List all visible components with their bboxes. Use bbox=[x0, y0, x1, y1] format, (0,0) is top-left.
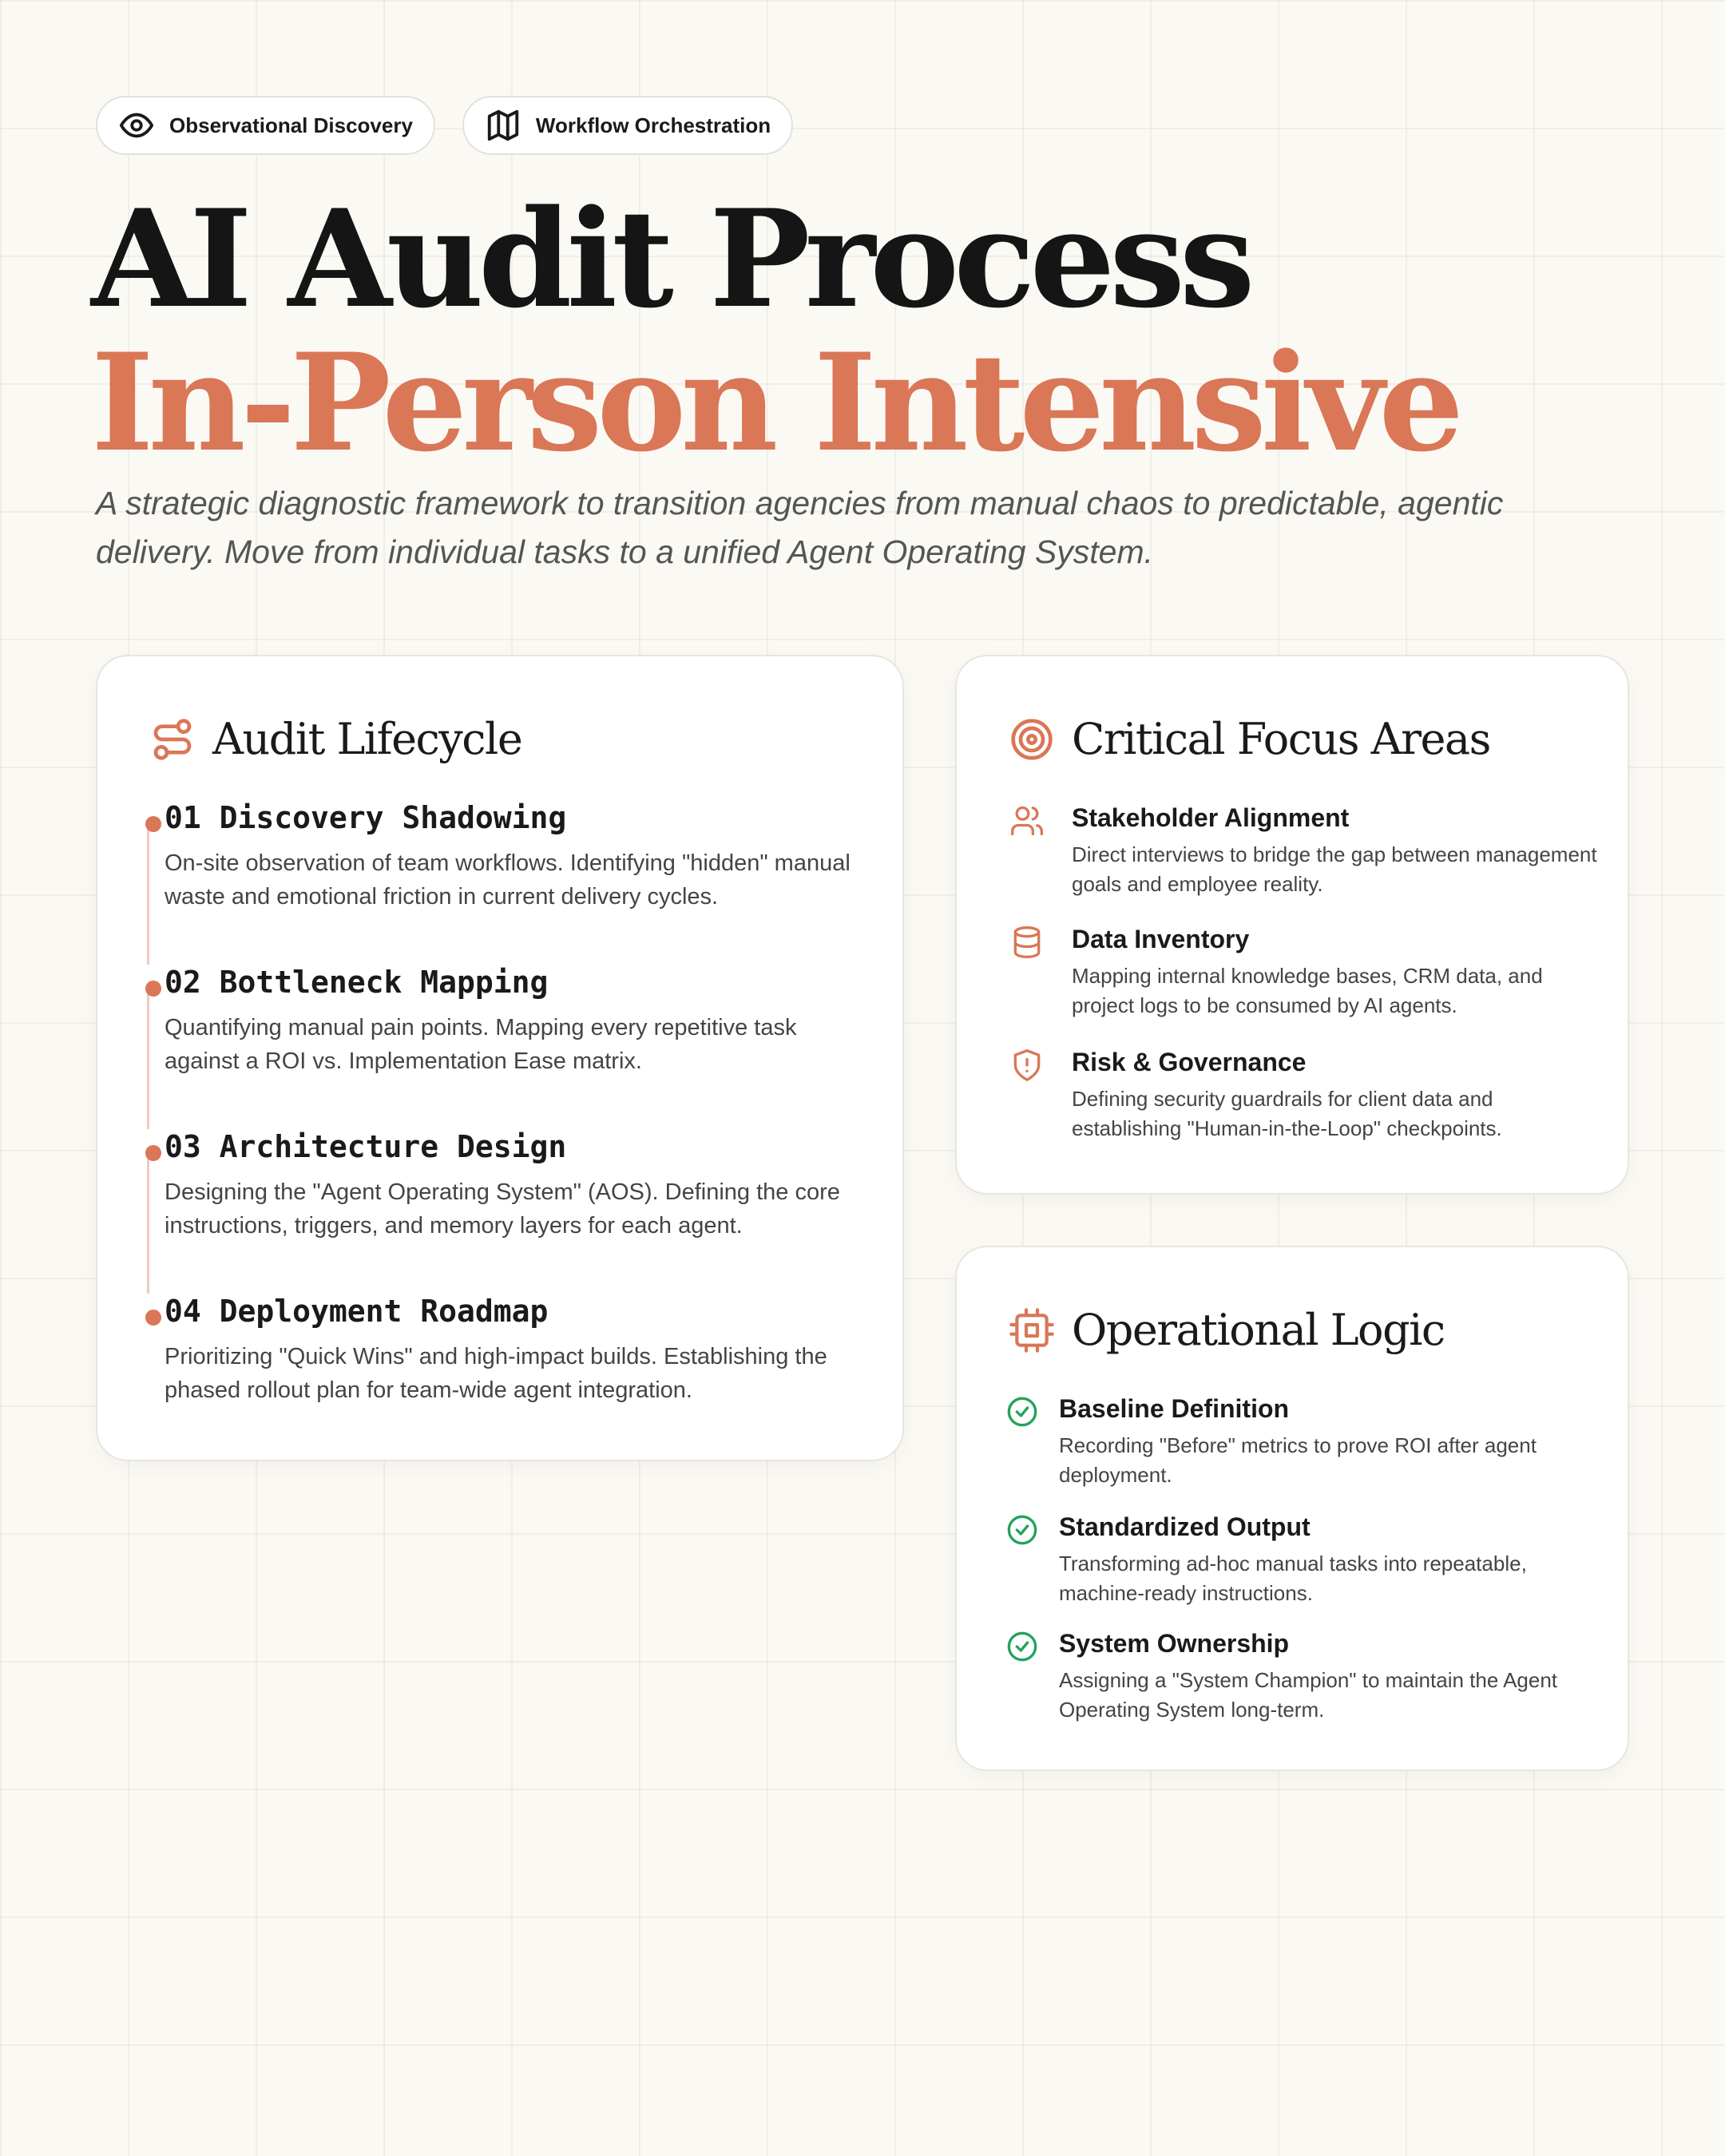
card-header bbox=[150, 714, 521, 764]
timeline-dot bbox=[145, 1145, 161, 1161]
step-title: 04 Deployment Roadmap bbox=[165, 1294, 549, 1329]
operations-item-title: System Ownership bbox=[1059, 1629, 1290, 1658]
critical-focus-card bbox=[955, 655, 1629, 1195]
shield-alert-icon bbox=[1009, 1048, 1045, 1083]
step-title: 01 Discovery Shadowing bbox=[165, 800, 567, 835]
operations-item-title: Baseline Definition bbox=[1059, 1394, 1290, 1423]
step-description: Quantifying manual pain points. Mapping every repetitive task against a ROI vs. Implementation Ease matrix. bbox=[165, 1015, 797, 1074]
operations-item-title: Standardized Output bbox=[1059, 1512, 1311, 1541]
card-header bbox=[1009, 714, 1490, 764]
check-circle-icon bbox=[1006, 1514, 1038, 1546]
card-title: Critical Focus Areas bbox=[1072, 714, 1490, 764]
tag-label: Observational Discovery bbox=[169, 113, 413, 137]
operations-item-description: Transforming ad-hoc manual tasks into repeatable, machine-ready instructions. bbox=[1059, 1552, 1527, 1605]
operational-logic-card bbox=[955, 1246, 1629, 1771]
focus-item-description: Direct interviews to bridge the gap between management goals and employee reality. bbox=[1072, 842, 1597, 896]
focus-item-description: Mapping internal knowledge bases, CRM data, and project logs to be consumed by AI agents. bbox=[1072, 964, 1543, 1017]
page-title-accent: In-Person Intensive bbox=[91, 323, 1459, 482]
timeline-line bbox=[147, 829, 149, 965]
focus-item-title: Data Inventory bbox=[1072, 925, 1250, 953]
operations-item-description: Recording "Before" metrics to prove ROI after agent deployment. bbox=[1059, 1433, 1537, 1487]
card-title: Operational Logic bbox=[1072, 1305, 1445, 1355]
route-icon bbox=[150, 717, 195, 762]
step-title: 03 Architecture Design bbox=[165, 1129, 567, 1164]
timeline-line bbox=[147, 993, 149, 1129]
audit-lifecycle-card bbox=[96, 655, 904, 1461]
step-description: Designing the "Agent Operating System" (AOS). Defining the core instructions, triggers, and memory layers for each agent. bbox=[165, 1179, 840, 1239]
tag-label: Workflow Orchestration bbox=[535, 113, 771, 137]
timeline-line bbox=[147, 1158, 149, 1294]
page-title: AI Audit Process bbox=[91, 180, 1250, 338]
tag-row bbox=[96, 96, 793, 155]
timeline-dot bbox=[145, 816, 161, 832]
check-circle-icon bbox=[1006, 1396, 1038, 1428]
focus-item-title: Risk & Governance bbox=[1072, 1048, 1307, 1076]
step-description: Prioritizing "Quick Wins" and high-impact builds. Establishing the phased rollout plan for team-wide agent integration. bbox=[165, 1344, 827, 1403]
page-subtitle: A strategic diagnostic framework to transition agencies from manual chaos to predictable, agentic delivery. Move from individual tasks to a unified Agent Operating System. bbox=[96, 485, 1504, 570]
cpu-icon bbox=[1009, 1308, 1054, 1353]
timeline-dot bbox=[145, 1310, 161, 1326]
timeline-dot bbox=[145, 981, 161, 997]
map-icon bbox=[485, 107, 521, 144]
database-icon bbox=[1009, 925, 1045, 960]
focus-item-title: Stakeholder Alignment bbox=[1072, 803, 1350, 832]
operations-item-description: Assigning a "System Champion" to maintain the Agent Operating System long-term. bbox=[1059, 1668, 1558, 1722]
card-header bbox=[1009, 1305, 1445, 1355]
eye-icon bbox=[118, 107, 155, 144]
step-title: 02 Bottleneck Mapping bbox=[165, 965, 549, 1000]
target-icon bbox=[1009, 717, 1054, 762]
users-icon bbox=[1009, 803, 1045, 838]
step-description: On-site observation of team workflows. Identifying "hidden" manual waste and emotional friction in current delivery cycles. bbox=[165, 850, 851, 910]
card-title: Audit Lifecycle bbox=[212, 714, 522, 764]
tag-observational-discovery bbox=[96, 96, 435, 155]
focus-item-description: Defining security guardrails for client data and establishing "Human-in-the-Loop" checkpoints. bbox=[1072, 1087, 1502, 1140]
check-circle-icon bbox=[1006, 1631, 1038, 1663]
tag-workflow-orchestration bbox=[462, 96, 793, 155]
